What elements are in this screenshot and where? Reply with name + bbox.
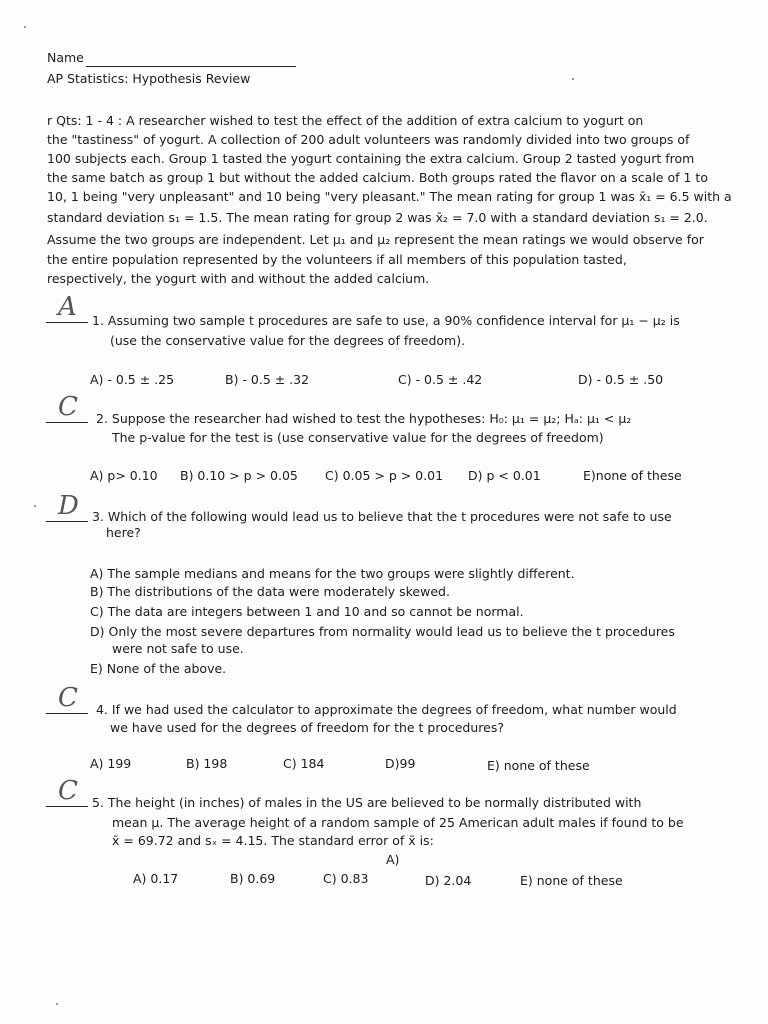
handwritten-answer: D — [58, 491, 79, 521]
margin-note: A) — [386, 852, 400, 867]
intro-line: respectively, the yogurt with and without the added calcium. — [47, 271, 430, 286]
scan-speck — [56, 1003, 58, 1005]
answer-choice: B) - 0.5 ± .32 — [225, 372, 310, 387]
answer-choice: C) 0.83 — [323, 871, 369, 886]
answer-blank[interactable] — [46, 292, 88, 323]
name-field[interactable] — [86, 66, 296, 67]
answer-choice: D)99 — [385, 756, 416, 771]
answer-choice: E) none of these — [520, 873, 623, 888]
answer-choice: A) 0.17 — [133, 871, 179, 886]
answer-choice: A) The sample medians and means for the two groups were slightly different. — [90, 566, 575, 581]
handwritten-answer: C — [58, 683, 78, 713]
scan-speck — [34, 505, 36, 507]
answer-blank[interactable] — [46, 683, 88, 714]
intro-line: the "tastiness" of yogurt. A collection of 200 adult volunteers was randomly divided into two groups of — [47, 132, 690, 147]
handwritten-answer: C — [58, 776, 78, 806]
answer-choice: A) p> 0.10 — [90, 468, 158, 483]
question-stem: 4. If we had used the calculator to approximate the degrees of freedom, what number would — [96, 702, 677, 717]
answer-choice: A) 199 — [90, 756, 132, 771]
intro-line: the entire population represented by the volunteers if all members of this population tasted, — [47, 252, 627, 267]
scan-speck — [572, 78, 574, 80]
answer-blank[interactable] — [46, 392, 88, 423]
question-stem: 5. The height (in inches) of males in the US are believed to be normally distributed with — [92, 795, 642, 810]
intro-line: 100 subjects each. Group 1 tasted the yogurt containing the extra calcium. Group 2 tasted yogurt from — [47, 151, 695, 166]
question-stem: we have used for the degrees of freedom for the t procedures? — [110, 720, 504, 735]
intro-line: standard deviation s₁ = 1.5. The mean rating for group 2 was x̄₂ = 7.0 with a standard deviation s₁ = 2.0. — [47, 210, 708, 225]
name-label: Name — [47, 50, 84, 65]
question-stem: (use the conservative value for the degrees of freedom). — [110, 333, 466, 348]
answer-blank[interactable] — [46, 491, 88, 522]
answer-choice: were not safe to use. — [112, 641, 244, 656]
question-stem: here? — [106, 525, 141, 540]
answer-choice: D) 2.04 — [425, 873, 472, 888]
scan-speck — [24, 26, 26, 28]
answer-choice: D) p < 0.01 — [468, 468, 541, 483]
question-stem: 3. Which of the following would lead us to believe that the t procedures were not safe to use — [92, 509, 672, 524]
answer-choice: B) The distributions of the data were moderately skewed. — [90, 584, 450, 599]
answer-choice: A) - 0.5 ± .25 — [90, 372, 175, 387]
intro-line: r Qts: 1 - 4 : A researcher wished to test the effect of the addition of extra calcium to yogurt on — [47, 113, 644, 128]
answer-choice: E)none of these — [583, 468, 682, 483]
answer-choice: C) 184 — [283, 756, 325, 771]
intro-line: the same batch as group 1 but without the added calcium. Both groups rated the flavor on a scale of 1 to — [47, 170, 708, 185]
course-title: AP Statistics: Hypothesis Review — [47, 71, 251, 86]
answer-choice: E) none of these — [487, 758, 590, 773]
question-stem: x̄ = 69.72 and sₓ = 4.15. The standard error of x̄ is: — [112, 833, 434, 848]
question-stem: The p-value for the test is (use conservative value for the degrees of freedom) — [112, 430, 604, 445]
question-stem: mean μ. The average height of a random sample of 25 American adult males if found to be — [112, 815, 684, 830]
answer-choice: C) - 0.5 ± .42 — [398, 372, 483, 387]
answer-choice: B) 0.69 — [230, 871, 276, 886]
answer-choice: C) 0.05 > p > 0.01 — [325, 468, 444, 483]
answer-choice: B) 198 — [186, 756, 228, 771]
question-stem: 1. Assuming two sample t procedures are safe to use, a 90% confidence interval for μ₁ − μ₂ is — [92, 313, 680, 328]
answer-choice: B) 0.10 > p > 0.05 — [180, 468, 298, 483]
intro-line: Assume the two groups are independent. Let μ₁ and μ₂ represent the mean ratings we would observe for — [47, 232, 704, 247]
answer-choice: D) Only the most severe departures from normality would lead us to believe the t procedures — [90, 624, 675, 639]
answer-choice: C) The data are integers between 1 and 10 and so cannot be normal. — [90, 604, 524, 619]
answer-blank[interactable] — [46, 776, 88, 807]
question-stem: 2. Suppose the researcher had wished to test the hypotheses: H₀: μ₁ = μ₂; Hₐ: μ₁ < μ₂ — [96, 411, 632, 426]
answer-choice: D) - 0.5 ± .50 — [578, 372, 664, 387]
intro-line: 10, 1 being "very unpleasant" and 10 being "very pleasant." The mean rating for group 1 was x̄₁ = 6.5 with a — [47, 189, 732, 204]
answer-choice: E) None of the above. — [90, 661, 227, 676]
handwritten-answer: A — [58, 292, 77, 322]
handwritten-answer: C — [58, 392, 78, 422]
